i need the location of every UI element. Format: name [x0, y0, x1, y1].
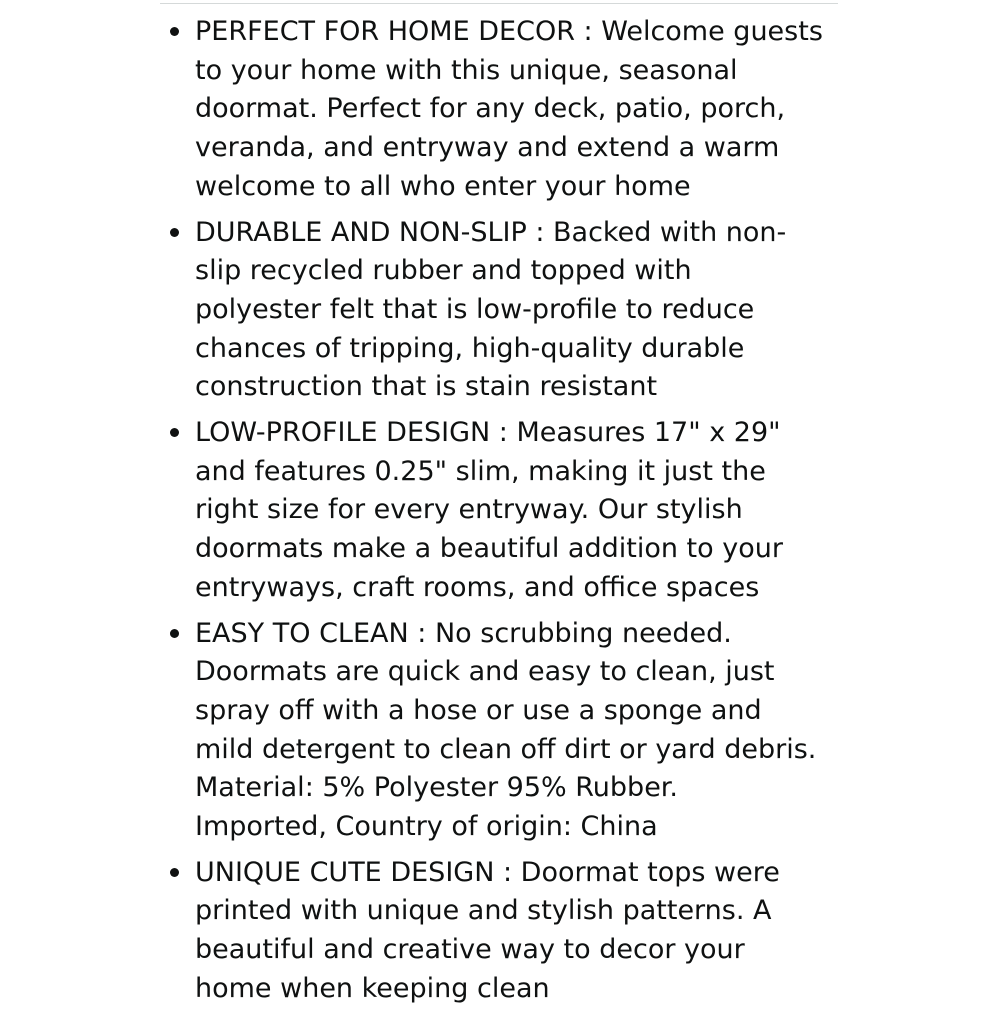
- bullet-text-line: polyester felt that is low-profile to reduce: [195, 293, 755, 325]
- bullet-text-line: UNIQUE CUTE DESIGN : Doormat tops were: [195, 856, 780, 888]
- bullet-dot-icon: [170, 428, 179, 437]
- bullet-text-line: Imported, Country of origin: China: [195, 811, 658, 843]
- bullet-text-line: construction that is stain resistant: [195, 371, 658, 403]
- bullet-dot-icon: [170, 629, 179, 638]
- feature-bullet-list: [0, 13, 1000, 1016]
- bullet-text-line: chances of tripping, high-quality durable: [195, 332, 745, 364]
- bullet-text-line: DURABLE AND NON-SLIP : Backed with non-: [195, 216, 787, 248]
- bullet-text-line: spray off with a hose or use a sponge and: [195, 694, 762, 726]
- bullet-text-line: to your home with this unique, seasonal: [195, 54, 738, 86]
- bullet-text-line: LOW-PROFILE DESIGN : Measures 17" x 29": [195, 417, 781, 449]
- bullet-text-line: home when keeping clean: [195, 972, 550, 1004]
- bullet-text-line: beautiful and creative way to decor your: [195, 934, 745, 966]
- bullet-text-line: Doormats are quick and easy to clean, just: [195, 656, 775, 688]
- bullet-text-line: EASY TO CLEAN : No scrubbing needed.: [195, 617, 732, 649]
- bullet-text-line: welcome to all who enter your home: [195, 170, 691, 202]
- feature-bullet-home-decor: [0, 13, 850, 207]
- bullet-text-line: Material: 5% Polyester 95% Rubber.: [195, 772, 679, 804]
- bullet-text-line: doormats make a beautiful addition to your: [195, 533, 783, 565]
- bullet-text-line: and features 0.25" slim, making it just the: [195, 455, 766, 487]
- feature-bullet-unique-design: [0, 854, 850, 1009]
- bullet-dot-icon: [170, 868, 179, 877]
- bullet-text-line: veranda, and entryway and extend a warm: [195, 132, 780, 164]
- bullet-text-line: slip recycled rubber and topped with: [195, 255, 692, 287]
- bullet-text-line: doormat. Perfect for any deck, patio, porch,: [195, 93, 786, 125]
- bullet-dot-icon: [170, 27, 179, 36]
- feature-bullet-low-profile: [0, 414, 850, 608]
- feature-bullet-durable: [0, 214, 850, 408]
- bullet-text-line: entryways, craft rooms, and office spaces: [195, 571, 760, 603]
- bullet-text-line: mild detergent to clean off dirt or yard debris.: [195, 733, 817, 765]
- bullet-text-line: right size for every entryway. Our stylish: [195, 494, 743, 526]
- section-divider: [160, 3, 838, 4]
- bullet-text-line: PERFECT FOR HOME DECOR : Welcome guests: [195, 16, 823, 47]
- bullet-text-line: printed with unique and stylish patterns. A: [195, 895, 772, 927]
- feature-bullet-easy-clean: [0, 615, 850, 847]
- bullet-dot-icon: [170, 228, 179, 237]
